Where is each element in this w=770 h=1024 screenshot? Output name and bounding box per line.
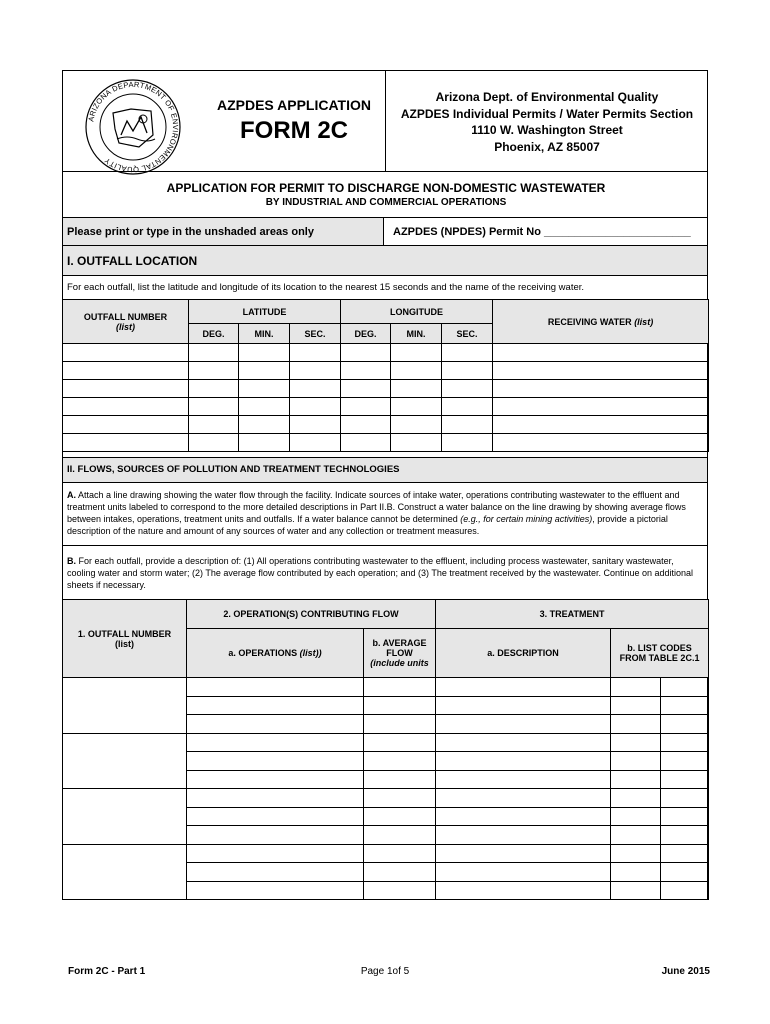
average-flow-cell[interactable]: [364, 789, 436, 808]
average-flow-cell[interactable]: [364, 844, 436, 863]
lon-deg-header: DEG.: [341, 324, 391, 344]
list-code-cell[interactable]: [611, 733, 661, 752]
list-code-cell[interactable]: [661, 881, 709, 900]
list-code-cell[interactable]: [611, 678, 661, 697]
description-cell[interactable]: [436, 715, 611, 734]
description-cell[interactable]: [436, 844, 611, 863]
agency-name: Arizona Dept. of Environmental Quality: [435, 90, 659, 104]
description-cell[interactable]: [436, 807, 611, 826]
list-code-cell[interactable]: [661, 844, 709, 863]
list-code-cell[interactable]: [661, 733, 709, 752]
footer-page-number: Page 1of 5: [360, 966, 410, 977]
outfall-location-cell[interactable]: [442, 434, 493, 452]
outfall-location-cell[interactable]: [391, 398, 442, 416]
adeq-seal-icon: [83, 77, 183, 177]
operation-cell[interactable]: [187, 733, 364, 752]
permit-form: [62, 70, 708, 900]
outfall-location-row: [63, 344, 709, 362]
outfall-location-cell[interactable]: [341, 344, 391, 362]
para-a-label: A.: [67, 490, 76, 500]
form-main-title: APPLICATION FOR PERMIT TO DISCHARGE NON-DOMESTIC WASTEWATER: [166, 181, 606, 195]
outfall-location-cell[interactable]: [189, 380, 239, 398]
lat-min-header: MIN.: [239, 324, 290, 344]
outfall-location-cell[interactable]: [493, 416, 709, 434]
longitude-header: LONGITUDE: [341, 300, 493, 324]
agency-address: [387, 89, 707, 155]
outfall-location-cell[interactable]: [239, 362, 290, 380]
operation-cell[interactable]: [187, 770, 364, 789]
outfall-location-cell[interactable]: [391, 362, 442, 380]
lat-sec-header: SEC.: [290, 324, 341, 344]
outfall-location-cell[interactable]: [341, 416, 391, 434]
list-codes-header: b. LIST CODES FROM TABLE 2C.1: [611, 629, 709, 678]
outfall-location-cell[interactable]: [391, 416, 442, 434]
outfall-location-cell[interactable]: [239, 398, 290, 416]
operations-group-header: 2. OPERATION(S) CONTRIBUTING FLOW: [187, 600, 436, 629]
list-code-cell[interactable]: [611, 696, 661, 715]
footer-form-id: Form 2C - Part 1: [68, 966, 146, 977]
list-code-cell[interactable]: [611, 826, 661, 845]
average-flow-cell[interactable]: [364, 881, 436, 900]
outfall-location-cell[interactable]: [239, 344, 290, 362]
outfall-location-cell[interactable]: [493, 398, 709, 416]
list-code-cell[interactable]: [661, 752, 709, 771]
para-b-label: B.: [67, 556, 76, 566]
outfall-location-cell[interactable]: [63, 380, 189, 398]
section2-para-b: B. For each outfall, provide a description of: (1) All operations contributing wastewater to the effluent, including process wastewater, sanitary wastewater, cooling water and storm water; (2) The average flow contributed by each operation; and (3) The treatment received by the wastewater. Continue on additional sheets if necessary.: [67, 556, 694, 590]
list-code-cell[interactable]: [611, 807, 661, 826]
agency-section: AZPDES Individual Permits / Water Permits Section: [400, 106, 694, 121]
outfall-location-row: [63, 398, 709, 416]
list-code-cell[interactable]: [661, 807, 709, 826]
outfall-location-cell[interactable]: [290, 398, 341, 416]
outfall-location-cell[interactable]: [290, 380, 341, 398]
section2-para-a: A. Attach a line drawing showing the water flow through the facility. Indicate sources of intake water, operations contributing wastewater to the effluent and treatment units labeled to correspond to the more detailed descriptions in Part II.B. Construct a water balance on the line drawing by showing average flows between intakes, operations, treatment units and outfalls. If a water balance cannot be determined (e.g., for certain mining activities), provide a pictorial description of the nature and amount of any sources of water and any collection or treatment measures.: [67, 490, 686, 536]
operation-cell[interactable]: [187, 826, 364, 845]
outfall-location-cell[interactable]: [391, 380, 442, 398]
average-flow-cell[interactable]: [364, 733, 436, 752]
outfall-location-cell[interactable]: [493, 344, 709, 362]
outfall-number-header: OUTFALL NUMBER (list): [63, 300, 189, 344]
outfall-location-cell[interactable]: [189, 434, 239, 452]
description-cell[interactable]: [436, 826, 611, 845]
flow-row: [63, 789, 709, 808]
lat-deg-header: DEG.: [189, 324, 239, 344]
outfall-location-cell[interactable]: [442, 380, 493, 398]
outfall-location-cell[interactable]: [442, 362, 493, 380]
outfall-location-cell[interactable]: [493, 434, 709, 452]
average-flow-cell[interactable]: [364, 807, 436, 826]
outfall-location-cell[interactable]: [189, 416, 239, 434]
average-flow-cell[interactable]: [364, 696, 436, 715]
outfall-number-cell[interactable]: [63, 678, 187, 734]
form-subtitle: BY INDUSTRIAL AND COMMERCIAL OPERATIONS: [265, 197, 507, 208]
agency-city: Phoenix, AZ 85007: [494, 139, 600, 154]
outfall-location-cell[interactable]: [341, 380, 391, 398]
outfall-location-cell[interactable]: [391, 344, 442, 362]
outfall-location-cell[interactable]: [493, 380, 709, 398]
description-cell[interactable]: [436, 733, 611, 752]
list-code-cell[interactable]: [661, 715, 709, 734]
outfall-location-cell[interactable]: [63, 434, 189, 452]
outfall-location-cell[interactable]: [341, 398, 391, 416]
flow-row: [63, 844, 709, 863]
flow-row: [63, 678, 709, 697]
list-code-cell[interactable]: [611, 844, 661, 863]
lon-min-header: MIN.: [391, 324, 442, 344]
list-code-cell[interactable]: [611, 715, 661, 734]
operation-cell[interactable]: [187, 789, 364, 808]
outfall-location-cell[interactable]: [63, 344, 189, 362]
outfall-location-row: [63, 434, 709, 452]
operations-header: a. OPERATIONS (list)): [187, 629, 364, 678]
description-cell[interactable]: [436, 752, 611, 771]
list-code-cell[interactable]: [611, 752, 661, 771]
outfall-location-cell[interactable]: [442, 344, 493, 362]
receiving-water-header: RECEIVING WATER (list): [493, 300, 709, 344]
operation-cell[interactable]: [187, 715, 364, 734]
outfall-location-cell[interactable]: [341, 434, 391, 452]
outfall-location-cell[interactable]: [442, 398, 493, 416]
latitude-header: LATITUDE: [189, 300, 341, 324]
average-flow-cell[interactable]: [364, 715, 436, 734]
list-code-cell[interactable]: [611, 863, 661, 882]
flow-row: [63, 733, 709, 752]
outfall-location-row: [63, 362, 709, 380]
outfall-location-cell[interactable]: [290, 362, 341, 380]
average-flow-header: b. AVERAGE FLOW (include units: [364, 629, 436, 678]
flows-treatment-table: [62, 599, 709, 900]
outfall-number-cell[interactable]: [63, 733, 187, 789]
list-code-cell[interactable]: [611, 881, 661, 900]
outfall-number-cell[interactable]: [63, 789, 187, 845]
average-flow-cell[interactable]: [364, 826, 436, 845]
agency-street: 1110 W. Washington Street: [471, 123, 623, 137]
list-code-cell[interactable]: [661, 696, 709, 715]
header-divider: [385, 71, 386, 171]
outfall-location-cell[interactable]: [493, 362, 709, 380]
list-code-cell[interactable]: [661, 863, 709, 882]
app-title: AZPDES APPLICATION: [216, 97, 371, 113]
outfall-location-cell[interactable]: [442, 416, 493, 434]
footer-date: June 2015: [661, 966, 710, 977]
operation-cell[interactable]: [187, 807, 364, 826]
description-cell[interactable]: [436, 678, 611, 697]
average-flow-cell[interactable]: [364, 770, 436, 789]
operation-cell[interactable]: [187, 863, 364, 882]
operation-cell[interactable]: [187, 844, 364, 863]
outfall-location-row: [63, 380, 709, 398]
average-flow-cell[interactable]: [364, 752, 436, 771]
treatment-group-header: 3. TREATMENT: [436, 600, 709, 629]
section2-heading: II. FLOWS, SOURCES OF POLLUTION AND TREATMENT TECHNOLOGIES: [67, 464, 400, 475]
outfall-location-cell[interactable]: [290, 344, 341, 362]
outfall-location-row: [63, 416, 709, 434]
section1-heading: I. OUTFALL LOCATION: [67, 254, 198, 268]
operation-cell[interactable]: [187, 752, 364, 771]
print-note: Please print or type in the unshaded areas only: [67, 226, 314, 238]
outfall-location-cell[interactable]: [239, 380, 290, 398]
description-cell[interactable]: [436, 770, 611, 789]
outfall-number-header-2: 1. OUTFALL NUMBER (list): [63, 600, 187, 678]
outfall-location-cell[interactable]: [189, 362, 239, 380]
description-header: a. DESCRIPTION: [436, 629, 611, 678]
outfall-location-cell[interactable]: [341, 362, 391, 380]
outfall-location-cell[interactable]: [239, 434, 290, 452]
outfall-number-cell[interactable]: [63, 844, 187, 900]
operation-cell[interactable]: [187, 678, 364, 697]
operation-cell[interactable]: [187, 881, 364, 900]
divider: [383, 217, 384, 245]
list-code-cell[interactable]: [611, 789, 661, 808]
description-cell[interactable]: [436, 696, 611, 715]
form-title: FORM 2C: [240, 117, 348, 144]
svg-text:ARIZONA DEPARTMENT OF ENVIRONM: ARIZONA DEPARTMENT OF ENVIRONMENTAL QUALITY: [86, 79, 181, 175]
outfall-location-cell[interactable]: [391, 434, 442, 452]
outfall-location-cell[interactable]: [189, 398, 239, 416]
outfall-location-cell[interactable]: [290, 416, 341, 434]
description-cell[interactable]: [436, 863, 611, 882]
outfall-location-cell[interactable]: [290, 434, 341, 452]
operation-cell[interactable]: [187, 696, 364, 715]
outfall-location-cell[interactable]: [63, 362, 189, 380]
list-code-cell[interactable]: [661, 826, 709, 845]
outfall-location-cell[interactable]: [63, 416, 189, 434]
description-cell[interactable]: [436, 881, 611, 900]
permit-number-field[interactable]: AZPDES (NPDES) Permit No ________________________: [393, 226, 691, 238]
outfall-location-cell[interactable]: [239, 416, 290, 434]
lon-sec-header: SEC.: [442, 324, 493, 344]
average-flow-cell[interactable]: [364, 678, 436, 697]
list-code-cell[interactable]: [611, 770, 661, 789]
average-flow-cell[interactable]: [364, 863, 436, 882]
list-code-cell[interactable]: [661, 770, 709, 789]
description-cell[interactable]: [436, 789, 611, 808]
list-code-cell[interactable]: [661, 789, 709, 808]
outfall-location-cell[interactable]: [63, 398, 189, 416]
section1-instruction: For each outfall, list the latitude and longitude of its location to the nearest 15 seconds and the name of the receiving water.: [67, 282, 585, 293]
outfall-location-table: [62, 299, 709, 452]
list-code-cell[interactable]: [661, 678, 709, 697]
outfall-location-cell[interactable]: [189, 344, 239, 362]
